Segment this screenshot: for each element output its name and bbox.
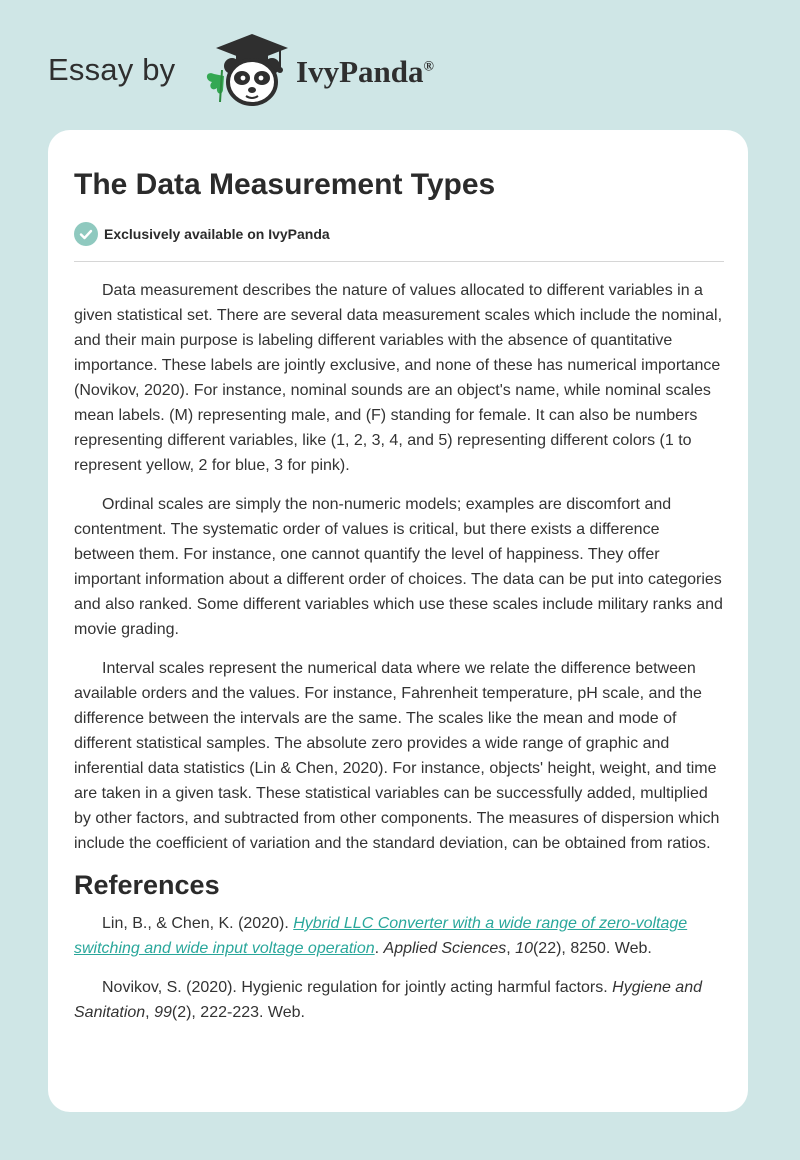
reference-volume: 10 (515, 940, 533, 957)
reference-entry: Lin, B., & Chen, K. (2020). Hybrid LLC Converter with a wide range of zero-voltage switching and wide input voltage operation. Applied Sciences, 10(22), 8250. Web. (74, 915, 688, 957)
reference-volume: 99 (154, 1004, 172, 1021)
reference-entry: Novikov, S. (2020). Hygienic regulation for jointly acting harmful factors. Hygiene and Sanitation, 99(2), 222-223. Web. (74, 979, 702, 1021)
check-circle-icon (74, 222, 98, 246)
references-heading: References (74, 870, 220, 900)
site-header (0, 0, 800, 120)
exclusive-badge-label: Exclusively available on IvyPanda (104, 226, 330, 242)
paragraph: Interval scales represent the numerical data where we relate the difference between available orders and the values. For instance, Fahrenheit temperature, pH scale, and the difference between the intervals are the same. The scales like the mean and mode of different statistical samples. The absolute zero provides a wide range of graphic and inferential data statistics (Lin & Chen, 2020). For instance, objects' height, weight, and time are taken in a given task. These statistical variables can be successfully added, multiplied by other factors, and subtracted from other components. The measures of dispersion which include the coefficient of variation and the standard deviation, can be obtained from ratios. (74, 660, 720, 852)
reference-journal: Hygiene and Sanitation (74, 979, 702, 1021)
essay-body (74, 278, 724, 1039)
essay-by-label: Essay by (48, 52, 176, 87)
reference-link[interactable]: Hybrid LLC Converter with a wide range of zero-voltage switching and wide input voltage operation (74, 915, 688, 957)
reference-details: (2), 222-223. Web. (171, 1004, 305, 1021)
panda-logo-icon[interactable] (200, 30, 292, 110)
essay-title: The Data Measurement Types (74, 168, 496, 201)
essay-card (48, 130, 748, 1112)
paragraph: Ordinal scales are simply the non-numeric models; examples are discomfort and contentment. The systematic order of values is critical, but there exists a difference between them. For instance, one cannot quantify the level of happiness. They offer important information about a different order of choices. The data can be put into categories and also ranked. Some different variables which use these scales include military ranks and movie grading. (74, 496, 723, 638)
brand-name[interactable]: IvyPanda® (296, 54, 434, 89)
paragraph: Data measurement describes the nature of values allocated to different variables in a given statistical set. There are several data measurement scales which include the nominal, and their main purpose is labeling different variables with the absence of quantitative importance. These labels are jointly exclusive, and none of these has numerical importance (Novikov, 2020). For instance, nominal sounds are an object's name, while nominal scales mean labels. (M) representing male, and (F) standing for female. It can also be numbers representing different variables, like (1, 2, 3, 4, and 5) representing different colors (1 to represent yellow, 2 for blue, 3 for pink). (74, 282, 723, 474)
reference-details: (22), 8250. Web. (532, 940, 652, 957)
reference-journal: Applied Sciences (383, 940, 507, 957)
reference-authors: Novikov, S. (2020). Hygienic regulation for jointly acting harmful factors. (102, 979, 613, 996)
exclusive-badge (74, 222, 330, 246)
reference-authors: Lin, B., & Chen, K. (2020). (102, 915, 294, 932)
divider (74, 261, 724, 262)
